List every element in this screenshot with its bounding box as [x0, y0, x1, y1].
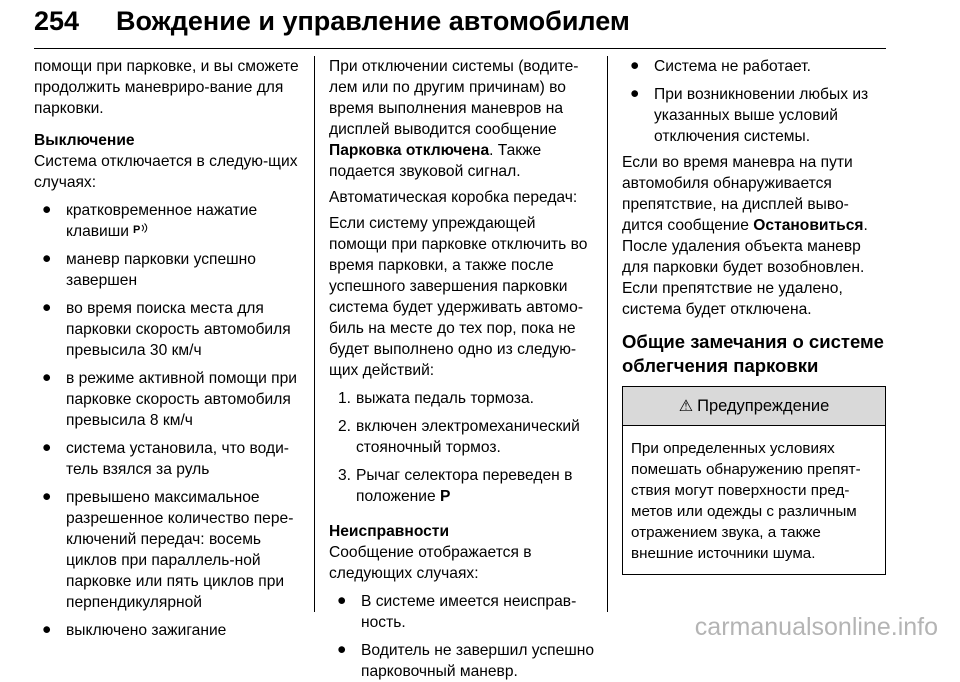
- list-item: [34, 438, 302, 480]
- gear-position: P: [440, 488, 451, 505]
- watermark: carmanualsonline.info: [694, 613, 938, 641]
- paragraph: [622, 152, 886, 320]
- column-2: [329, 56, 597, 682]
- column-divider: [607, 56, 608, 612]
- list-item: [34, 487, 302, 613]
- paragraph-text: . Также подается звуковой сигнал.: [329, 142, 542, 180]
- list-item-text: Система не работает.: [654, 58, 811, 75]
- list-item: [622, 84, 886, 147]
- bullet-icon: ●: [42, 250, 52, 267]
- bullet-icon: ●: [42, 621, 52, 638]
- list-item: [34, 249, 302, 291]
- list-item: [329, 465, 597, 507]
- message-stop: Остановиться: [753, 217, 864, 234]
- page-number: 254: [34, 6, 80, 36]
- warning-header: [623, 387, 885, 426]
- section-subheading: Выключение: [34, 132, 135, 149]
- list-item-text: во время поиска места для парковки скорость автомобиля превысила 30 км/ч: [66, 300, 291, 359]
- bullet-list: [329, 591, 597, 682]
- list-item-text: выжата педаль тормоза.: [356, 390, 535, 407]
- column-divider: [314, 56, 315, 612]
- list-item-text: в режиме активной помощи при парковке скорость автомобиля превысила 8 км/ч: [66, 370, 297, 429]
- list-item-text: Водитель не завершил успешно парковочный маневр.: [361, 642, 595, 680]
- list-item: [329, 591, 597, 633]
- lead-paragraph: Сообщение отображается в следующих случаях:: [329, 544, 532, 582]
- bullet-icon: ●: [42, 488, 52, 505]
- list-item-text: выключено зажигание: [66, 622, 227, 639]
- list-item: [329, 388, 597, 409]
- list-item: [34, 620, 302, 641]
- paragraph-text: . После удаления объекта маневр для парковки будет возобновлен. Если препятствие не удалено, система будет отключена.: [622, 217, 868, 318]
- list-item-text: При возникновении любых из указанных выше условий отключения системы.: [654, 86, 869, 145]
- list-item-text: В системе имеется неисправ-ность.: [361, 593, 577, 631]
- column-3: [622, 56, 886, 575]
- list-item-text: включен электромеханический стояночный тормоз.: [356, 418, 580, 456]
- list-item-text: маневр парковки успешно завершен: [66, 251, 256, 289]
- column-1: [34, 56, 302, 641]
- svg-text:P: P: [133, 224, 141, 236]
- warning-triangle-icon: ⚠: [678, 397, 694, 415]
- section-subheading: Неисправности: [329, 523, 450, 540]
- bullet-icon: ●: [42, 439, 52, 456]
- bullet-list: [34, 200, 302, 641]
- bullet-icon: ●: [42, 369, 52, 386]
- step-number: 3.: [338, 467, 352, 484]
- step-number: 2.: [338, 418, 352, 435]
- bullet-icon: ●: [42, 299, 52, 316]
- bullet-list: [622, 56, 886, 147]
- bullet-icon: ●: [337, 592, 347, 609]
- section-heading: Общие замечания о системе облегчения парковки: [622, 331, 884, 376]
- bullet-icon: ●: [337, 641, 347, 658]
- parking-sensor-icon: [133, 224, 149, 239]
- paragraph: [329, 56, 597, 182]
- message-parking-disabled: Парковка отключена: [329, 142, 490, 159]
- bullet-icon: ●: [630, 57, 640, 74]
- list-item: [34, 200, 302, 242]
- step-number: 1.: [338, 390, 352, 407]
- list-item: [329, 640, 597, 682]
- list-item-text: Рычаг селектора переведен в положение: [356, 467, 573, 505]
- list-item: [329, 416, 597, 458]
- intro-paragraph: помощи при парковке, и вы сможете продолжить маневриро-вание для парковки.: [34, 58, 299, 117]
- page-header: [34, 4, 886, 49]
- numbered-list: [329, 388, 597, 507]
- bullet-icon: ●: [630, 85, 640, 102]
- paragraph: Если систему упреждающей помощи при парковке отключить во время парковки, а также после успешного завершения парковки система будет удерживать автомо-биль на месте до тех пор, пока не будет выполнено одно из следую-щих действий:: [329, 215, 588, 379]
- warning-title: Предупреждение: [697, 396, 830, 415]
- list-item-text: система установила, что води-тель взялся за руль: [66, 440, 289, 478]
- paragraph-text: При отключении системы (водите-лем или по другим причинам) во время выполнения маневров на дисплей выводится сообщение: [329, 58, 579, 138]
- paragraph-text: Если во время маневра на пути автомобиля обнаруживается препятствие, на дисплей выво-дится сообщение: [622, 154, 853, 234]
- list-item: [34, 368, 302, 431]
- list-item-text: превышено максимальное разрешенное количество пере-ключений передач: восемь циклов при параллель-ной парковке или пять циклов при перпендикулярной: [66, 489, 294, 611]
- page-title: Вождение и управление автомобилем: [116, 6, 630, 36]
- warning-text: При определенных условиях помешать обнаружению препят-ствия могут поверхности пред-метов или одежды с различным отражением звука, а также внешние источники шума.: [631, 440, 861, 562]
- lead-paragraph: Система отключается в следую-щих случаях:: [34, 153, 298, 191]
- list-item: [622, 56, 886, 77]
- paragraph: Автоматическая коробка передач:: [329, 189, 578, 206]
- list-item: [34, 298, 302, 361]
- bullet-icon: ●: [42, 201, 52, 218]
- list-item-text: кратковременное нажатие клавиши: [66, 202, 258, 240]
- warning-box: [622, 386, 886, 575]
